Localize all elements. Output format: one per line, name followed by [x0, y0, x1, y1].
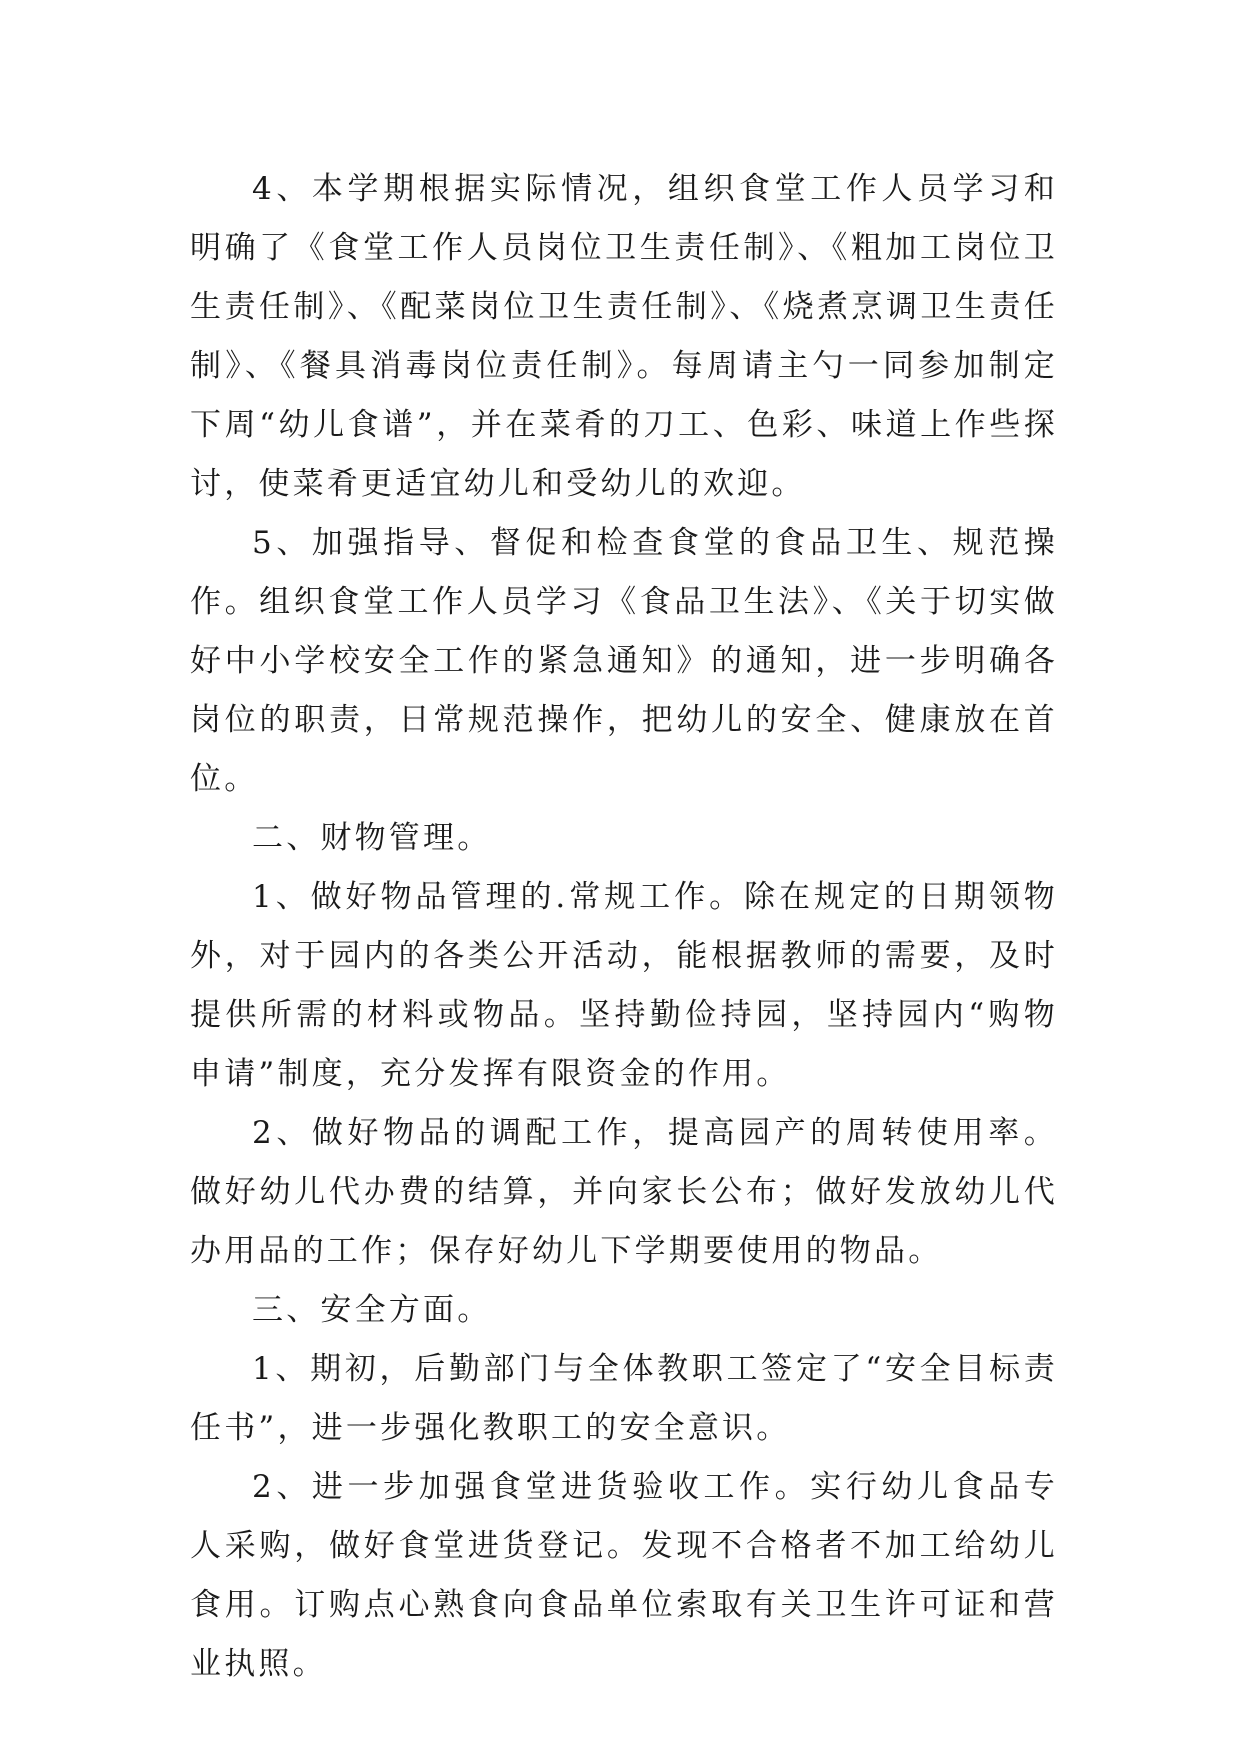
section-heading-safety: 三、安全方面。: [252, 1292, 492, 1328]
paragraph-safety-target: 1、期初，后勤部门与全体教职工签定了“安全目标责任书”，进一步强化教职工的安全意识。: [190, 1351, 1058, 1446]
paragraph-goods-allocation: 2、做好物品的调配工作，提高园产的周转使用率。做好幼儿代办费的结算，并向家长公布；做好发放幼儿代办用品的工作；保存好幼儿下学期要使用的物品。: [190, 1115, 1058, 1269]
document-body: [190, 160, 1058, 1694]
paragraph-food-hygiene: 5、加强指导、督促和检查食堂的食品卫生、规范操作。组织食堂工作人员学习《食品卫生法》、《关于切实做好中小学校安全工作的紧急通知》的通知，进一步明确各岗位的职责，日常规范操作，把幼儿的安全、健康放在首位。: [190, 525, 1058, 797]
paragraph-purchase-inspection: 2、进一步加强食堂进货验收工作。实行幼儿食品专人采购，做好食堂进货登记。发现不合格者不加工给幼儿食用。订购点心熟食向食品单位索取有关卫生许可证和营业执照。: [190, 1469, 1058, 1682]
paragraph-goods-management: 1、做好物品管理的.常规工作。除在规定的日期领物外，对于园内的各类公开活动，能根据教师的需要，及时提供所需的材料或物品。坚持勤俭持园，坚持园内“购物申请”制度，充分发挥有限资金的作用。: [190, 879, 1058, 1092]
section-heading-property-management: 二、财物管理。: [252, 820, 492, 856]
paragraph-canteen-responsibility: 4、本学期根据实际情况，组织食堂工作人员学习和明确了《食堂工作人员岗位卫生责任制》、《粗加工岗位卫生责任制》、《配菜岗位卫生责任制》、《烧煮烹调卫生责任制》、《餐具消毒岗位责任制》。每周请主勺一同参加制定下周“幼儿食谱”，并在菜肴的刀工、色彩、味道上作些探讨，使菜肴更适宜幼儿和受幼儿的欢迎。: [190, 171, 1058, 502]
